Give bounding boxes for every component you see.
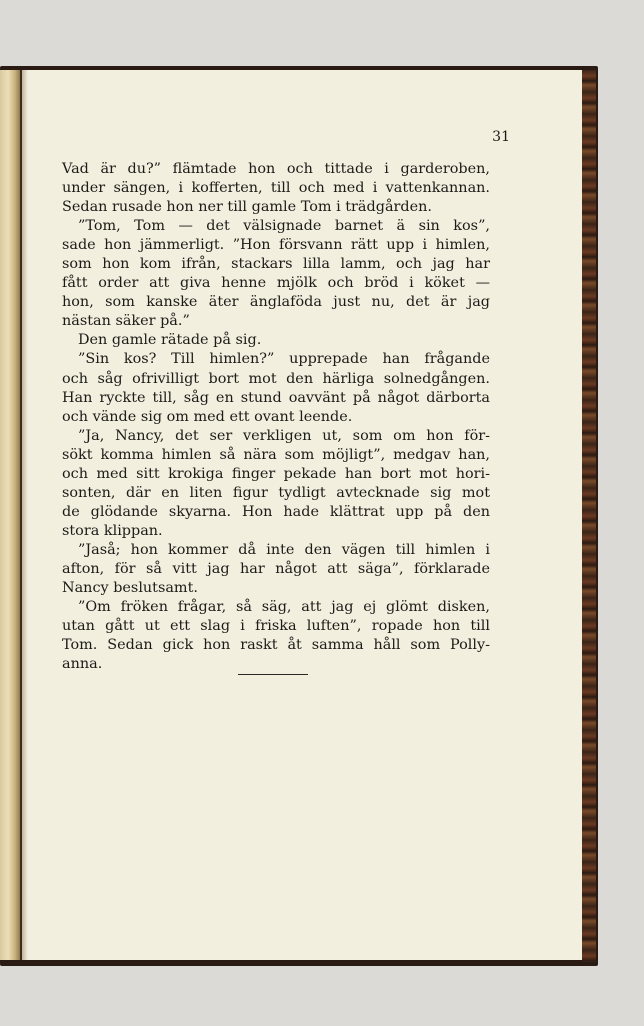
gutter-shadow (20, 70, 28, 960)
book-page (22, 70, 582, 960)
text-line: Den gamle rätade på sig. (78, 332, 262, 349)
text-line: ”Om fröken frågar, så säg, att jag ej glömt disken, (78, 599, 490, 616)
book-cover-edge (582, 70, 596, 962)
text-line: anna. (62, 656, 103, 673)
text-line: sökt komma himlen så nära som möjligt”, medgav han, (62, 446, 490, 463)
facing-page-edge (0, 70, 20, 960)
text-line: och vände sig om med ett ovant leende. (62, 408, 353, 425)
text-line: fått order att giva henne mjölk och bröd i köket — (62, 275, 490, 292)
text-line: sonten, där en liten figur tydligt avtecknade sig mot (62, 484, 490, 501)
text-line: hon, som kanske äter änglaföda just nu, det är jag (62, 294, 490, 311)
chapter-end-rule (238, 674, 308, 675)
text-line: stora klippan. (62, 522, 163, 539)
text-line: Vad är du?” flämtade hon och tittade i garderoben, (62, 161, 490, 177)
text-line: ”Jaså; hon kommer då inte den vägen till himlen i (78, 541, 490, 558)
text-line: ”Sin kos? Till himlen?” upprepade han frågande (78, 351, 490, 368)
text-line: de glödande skyarna. Hon hade klättrat upp på den (62, 503, 490, 520)
text-line: och med sitt krokiga finger pekade han bort mot hori- (62, 465, 490, 482)
text-line: Tom. Sedan gick hon raskt åt samma håll som Polly- (62, 637, 490, 654)
text-line: nästan säker på.” (62, 313, 190, 330)
page-text (62, 160, 490, 674)
text-line: utan gått ut ett slag i friska luften”, ropade hon till (62, 618, 490, 635)
text-line: sade hon jämmerligt. ”Hon försvann rätt upp i himlen, (62, 237, 490, 254)
text-line: ”Ja, Nancy, det ser verkligen ut, som om hon för- (78, 427, 490, 444)
text-line: och såg ofrivilligt bort mot den härliga solnedgången. (62, 370, 490, 387)
text-line: under sängen, i kofferten, till och med i vattenkannan. (62, 180, 490, 197)
text-line: Sedan rusade hon ner till gamle Tom i trädgården. (62, 199, 432, 216)
text-line: Han ryckte till, såg en stund oavvänt på något därborta (62, 389, 490, 406)
text-line: ”Tom, Tom — det välsignade barnet ä sin kos”, (78, 218, 490, 235)
text-line: Nancy beslutsamt. (62, 580, 198, 597)
text-line: afton, för så vitt jag har något att säga”, förklarade (62, 560, 490, 577)
text-line: som hon kom ifrån, stackars lilla lamm, och jag har (62, 256, 490, 273)
page-number: 31 (492, 129, 510, 145)
